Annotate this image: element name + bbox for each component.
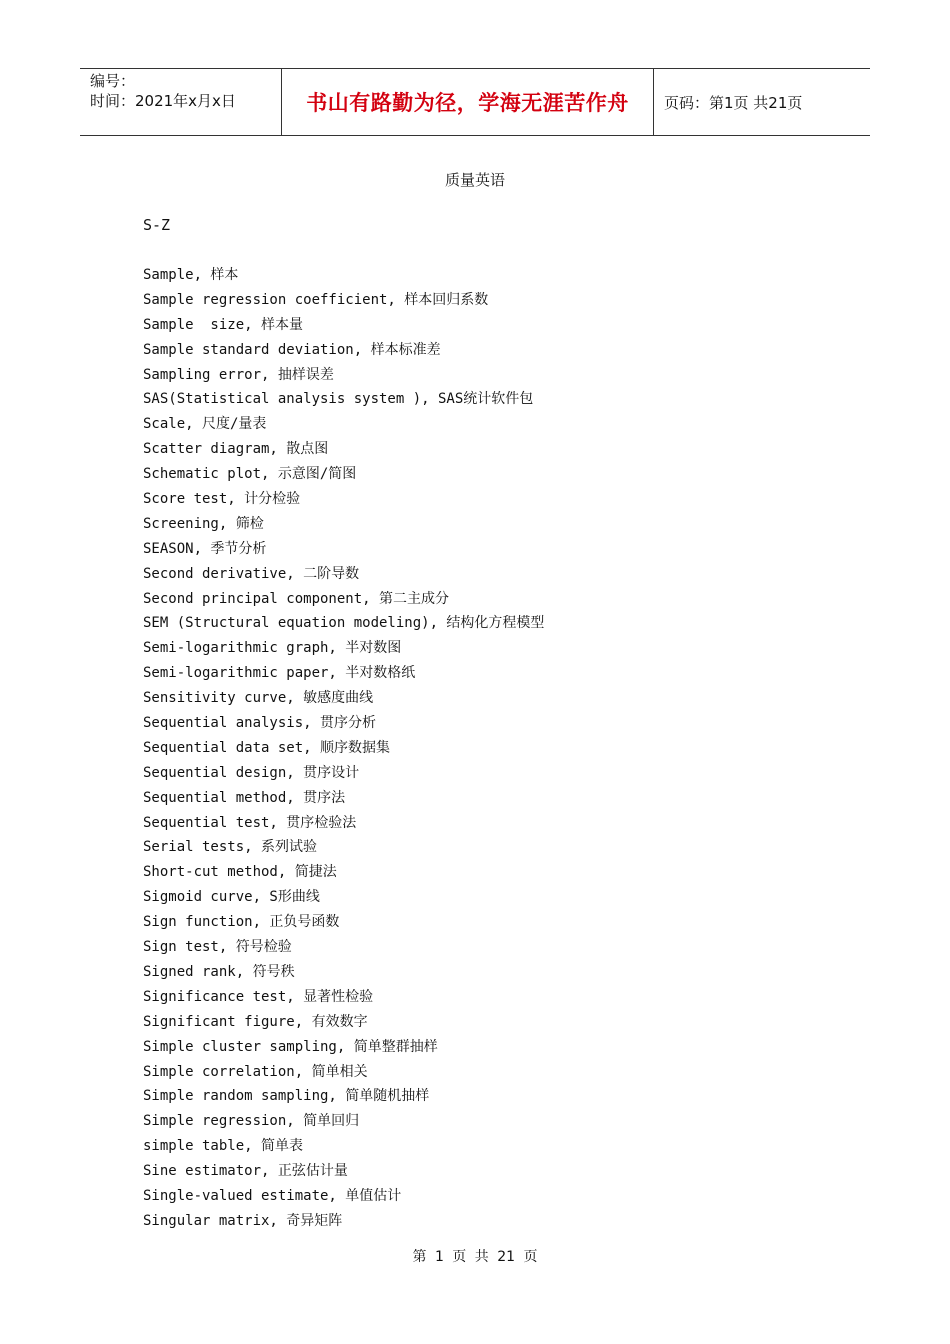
glossary-entry: Simple correlation, 简单相关 xyxy=(143,1063,368,1080)
glossary-entry: Singular matrix, 奇异矩阵 xyxy=(143,1212,343,1229)
glossary-entry: Scale, 尺度/量表 xyxy=(143,416,267,433)
glossary-entry: Score test, 计分检验 xyxy=(143,491,301,508)
glossary-entry: Serial tests, 系列试验 xyxy=(143,839,318,856)
section-heading: S-Z xyxy=(143,216,171,234)
glossary-entry: Screening, 筛检 xyxy=(143,515,264,532)
header-motto: 书山有路勤为径，学海无涯苦作舟 xyxy=(282,69,654,135)
glossary-entry: Significant figure, 有效数字 xyxy=(143,1013,368,1030)
glossary-entry: Significance test, 显著性检验 xyxy=(143,988,374,1005)
page-footer: 第 1 页 共 21 页 xyxy=(412,1249,538,1265)
glossary-entry: Sine estimator, 正弦估计量 xyxy=(143,1163,348,1180)
glossary-entry: SEASON, 季节分析 xyxy=(143,540,267,557)
glossary-entry: Second derivative, 二阶导数 xyxy=(143,565,360,582)
glossary-entry: Signed rank, 符号秩 xyxy=(143,963,295,980)
glossary-entry: Semi-logarithmic paper, 半对数格纸 xyxy=(143,665,416,682)
glossary-entry: Sample size, 样本量 xyxy=(143,316,304,333)
glossary-entry: Sample standard deviation, 样本标准差 xyxy=(143,341,441,358)
glossary-entry: Sequential analysis, 贯序分析 xyxy=(143,715,377,732)
glossary-entry: Schematic plot, 示意图/简图 xyxy=(143,466,357,483)
document-time: 时间：2021年x月x日 xyxy=(90,92,236,110)
glossary-entry: Sensitivity curve, 敏感度曲线 xyxy=(143,690,374,707)
glossary-entry: SAS(Statistical analysis system ), SAS统计软件包 xyxy=(143,391,534,408)
glossary-entry: Second principal component, 第二主成分 xyxy=(143,590,450,607)
glossary-entry: Sequential data set, 顺序数据集 xyxy=(143,739,391,756)
glossary-entry: Sequential test, 贯序检验法 xyxy=(143,814,357,831)
glossary-list xyxy=(143,263,544,1234)
glossary-entry: Sign test, 符号检验 xyxy=(143,939,292,956)
glossary-entry: Single-valued estimate, 单值估计 xyxy=(143,1187,402,1204)
glossary-entry: Semi-logarithmic graph, 半对数图 xyxy=(143,640,402,657)
header-page-info: 页码：第1页 共21页 xyxy=(664,93,803,112)
glossary-entry: Scatter diagram, 散点图 xyxy=(143,441,329,458)
glossary-entry: Sampling error, 抽样误差 xyxy=(143,366,334,383)
glossary-entry: Simple cluster sampling, 简单整群抽样 xyxy=(143,1038,438,1055)
glossary-entry: SEM (Structural equation modeling), 结构化方程模型 xyxy=(143,615,545,632)
glossary-entry: Simple random sampling, 简单随机抽样 xyxy=(143,1088,430,1105)
glossary-entry: Sequential method, 贯序法 xyxy=(143,789,346,806)
header-meta xyxy=(80,69,282,135)
glossary-entry: simple table, 简单表 xyxy=(143,1138,304,1155)
glossary-entry: Sigmoid curve, S形曲线 xyxy=(143,889,320,906)
glossary-entry: Sample regression coefficient, 样本回归系数 xyxy=(143,291,489,308)
glossary-entry: Sequential design, 贯序设计 xyxy=(143,764,360,781)
page-header xyxy=(80,68,870,136)
glossary-entry: Short-cut method, 简捷法 xyxy=(143,864,337,881)
document-title: 质量英语 xyxy=(444,171,505,189)
glossary-entry: Sample, 样本 xyxy=(143,267,239,283)
glossary-entry: Simple regression, 简单回归 xyxy=(143,1113,360,1130)
document-number-label: 编号： xyxy=(90,72,136,90)
glossary-entry: Sign function, 正负号函数 xyxy=(143,914,340,931)
